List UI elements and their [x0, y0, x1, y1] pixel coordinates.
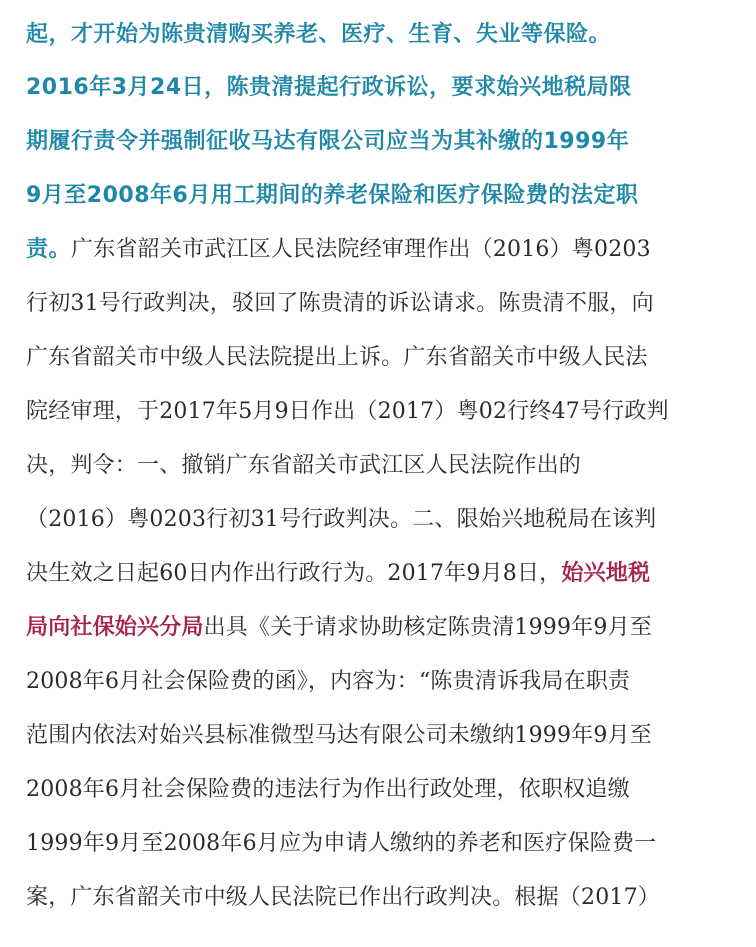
text-line	[26, 553, 736, 593]
body-text: （2016）粤0203行初31号行政判决。二、限始兴地税局在该判	[26, 507, 657, 532]
highlight-text: 期履行责令并强制征收马达有限公司应当为其补缴的1999年	[26, 129, 630, 154]
text-line	[26, 445, 736, 485]
text-line	[26, 283, 736, 323]
emphasis-text: 局向社保始兴分局	[26, 615, 204, 640]
text-line	[26, 391, 736, 431]
text-line	[26, 175, 736, 215]
highlight-text: 责。	[26, 237, 72, 262]
text-line	[26, 337, 736, 377]
body-text: 范围内依法对始兴县标准微型马达有限公司未缴纳1999年9月至	[26, 723, 652, 748]
text-line	[26, 823, 736, 863]
text-line	[26, 715, 736, 755]
body-text: 决生效之日起60日内作出行政行为。2017年9月8日，	[26, 561, 562, 586]
body-text: 出具《关于请求协助核定陈贵清1999年9月至	[203, 615, 652, 640]
body-text: 1999年9月至2008年6月应为申请人缴纳的养老和医疗保险费一	[26, 831, 657, 856]
body-text: 广东省韶关市中级人民法院提出上诉。广东省韶关市中级人民法	[26, 345, 648, 370]
body-text: 院经审理，于2017年5月9日作出（2017）粤02行终47号行政判	[26, 399, 669, 424]
highlight-text: 起，才开始为陈贵清购买养老、医疗、生育、失业等保险。	[26, 22, 612, 47]
text-line	[26, 769, 736, 809]
body-text: 决，判令：一、撤销广东省韶关市武江区人民法院作出的	[26, 453, 582, 478]
body-text: 广东省韶关市武江区人民法院经审理作出（2016）粤0203	[71, 237, 651, 262]
text-line	[26, 229, 736, 269]
text-line	[26, 661, 736, 701]
emphasis-text: 始兴地税	[561, 561, 651, 586]
text-line	[26, 121, 736, 161]
text-line	[26, 607, 736, 647]
body-text: 行初31号行政判决，驳回了陈贵清的诉讼请求。陈贵清不服，向	[26, 291, 654, 316]
text-line	[26, 14, 736, 54]
text-line	[26, 67, 736, 107]
body-text: 2008年6月社会保险费的违法行为作出行政处理，依职权追缴	[26, 777, 630, 802]
highlight-text: 2016年3月24日，陈贵清提起行政诉讼，要求始兴地税局限	[26, 75, 632, 100]
body-text: 案，广东省韶关市中级人民法院已作出行政判决。根据（2017）	[26, 885, 660, 910]
body-text: 2008年6月社会保险费的函》，内容为：“陈贵清诉我局在职责	[26, 669, 631, 694]
highlight-text: 9月至2008年6月用工期间的养老保险和医疗保险费的法定职	[26, 183, 639, 208]
text-line	[26, 877, 736, 917]
text-line	[26, 499, 736, 539]
